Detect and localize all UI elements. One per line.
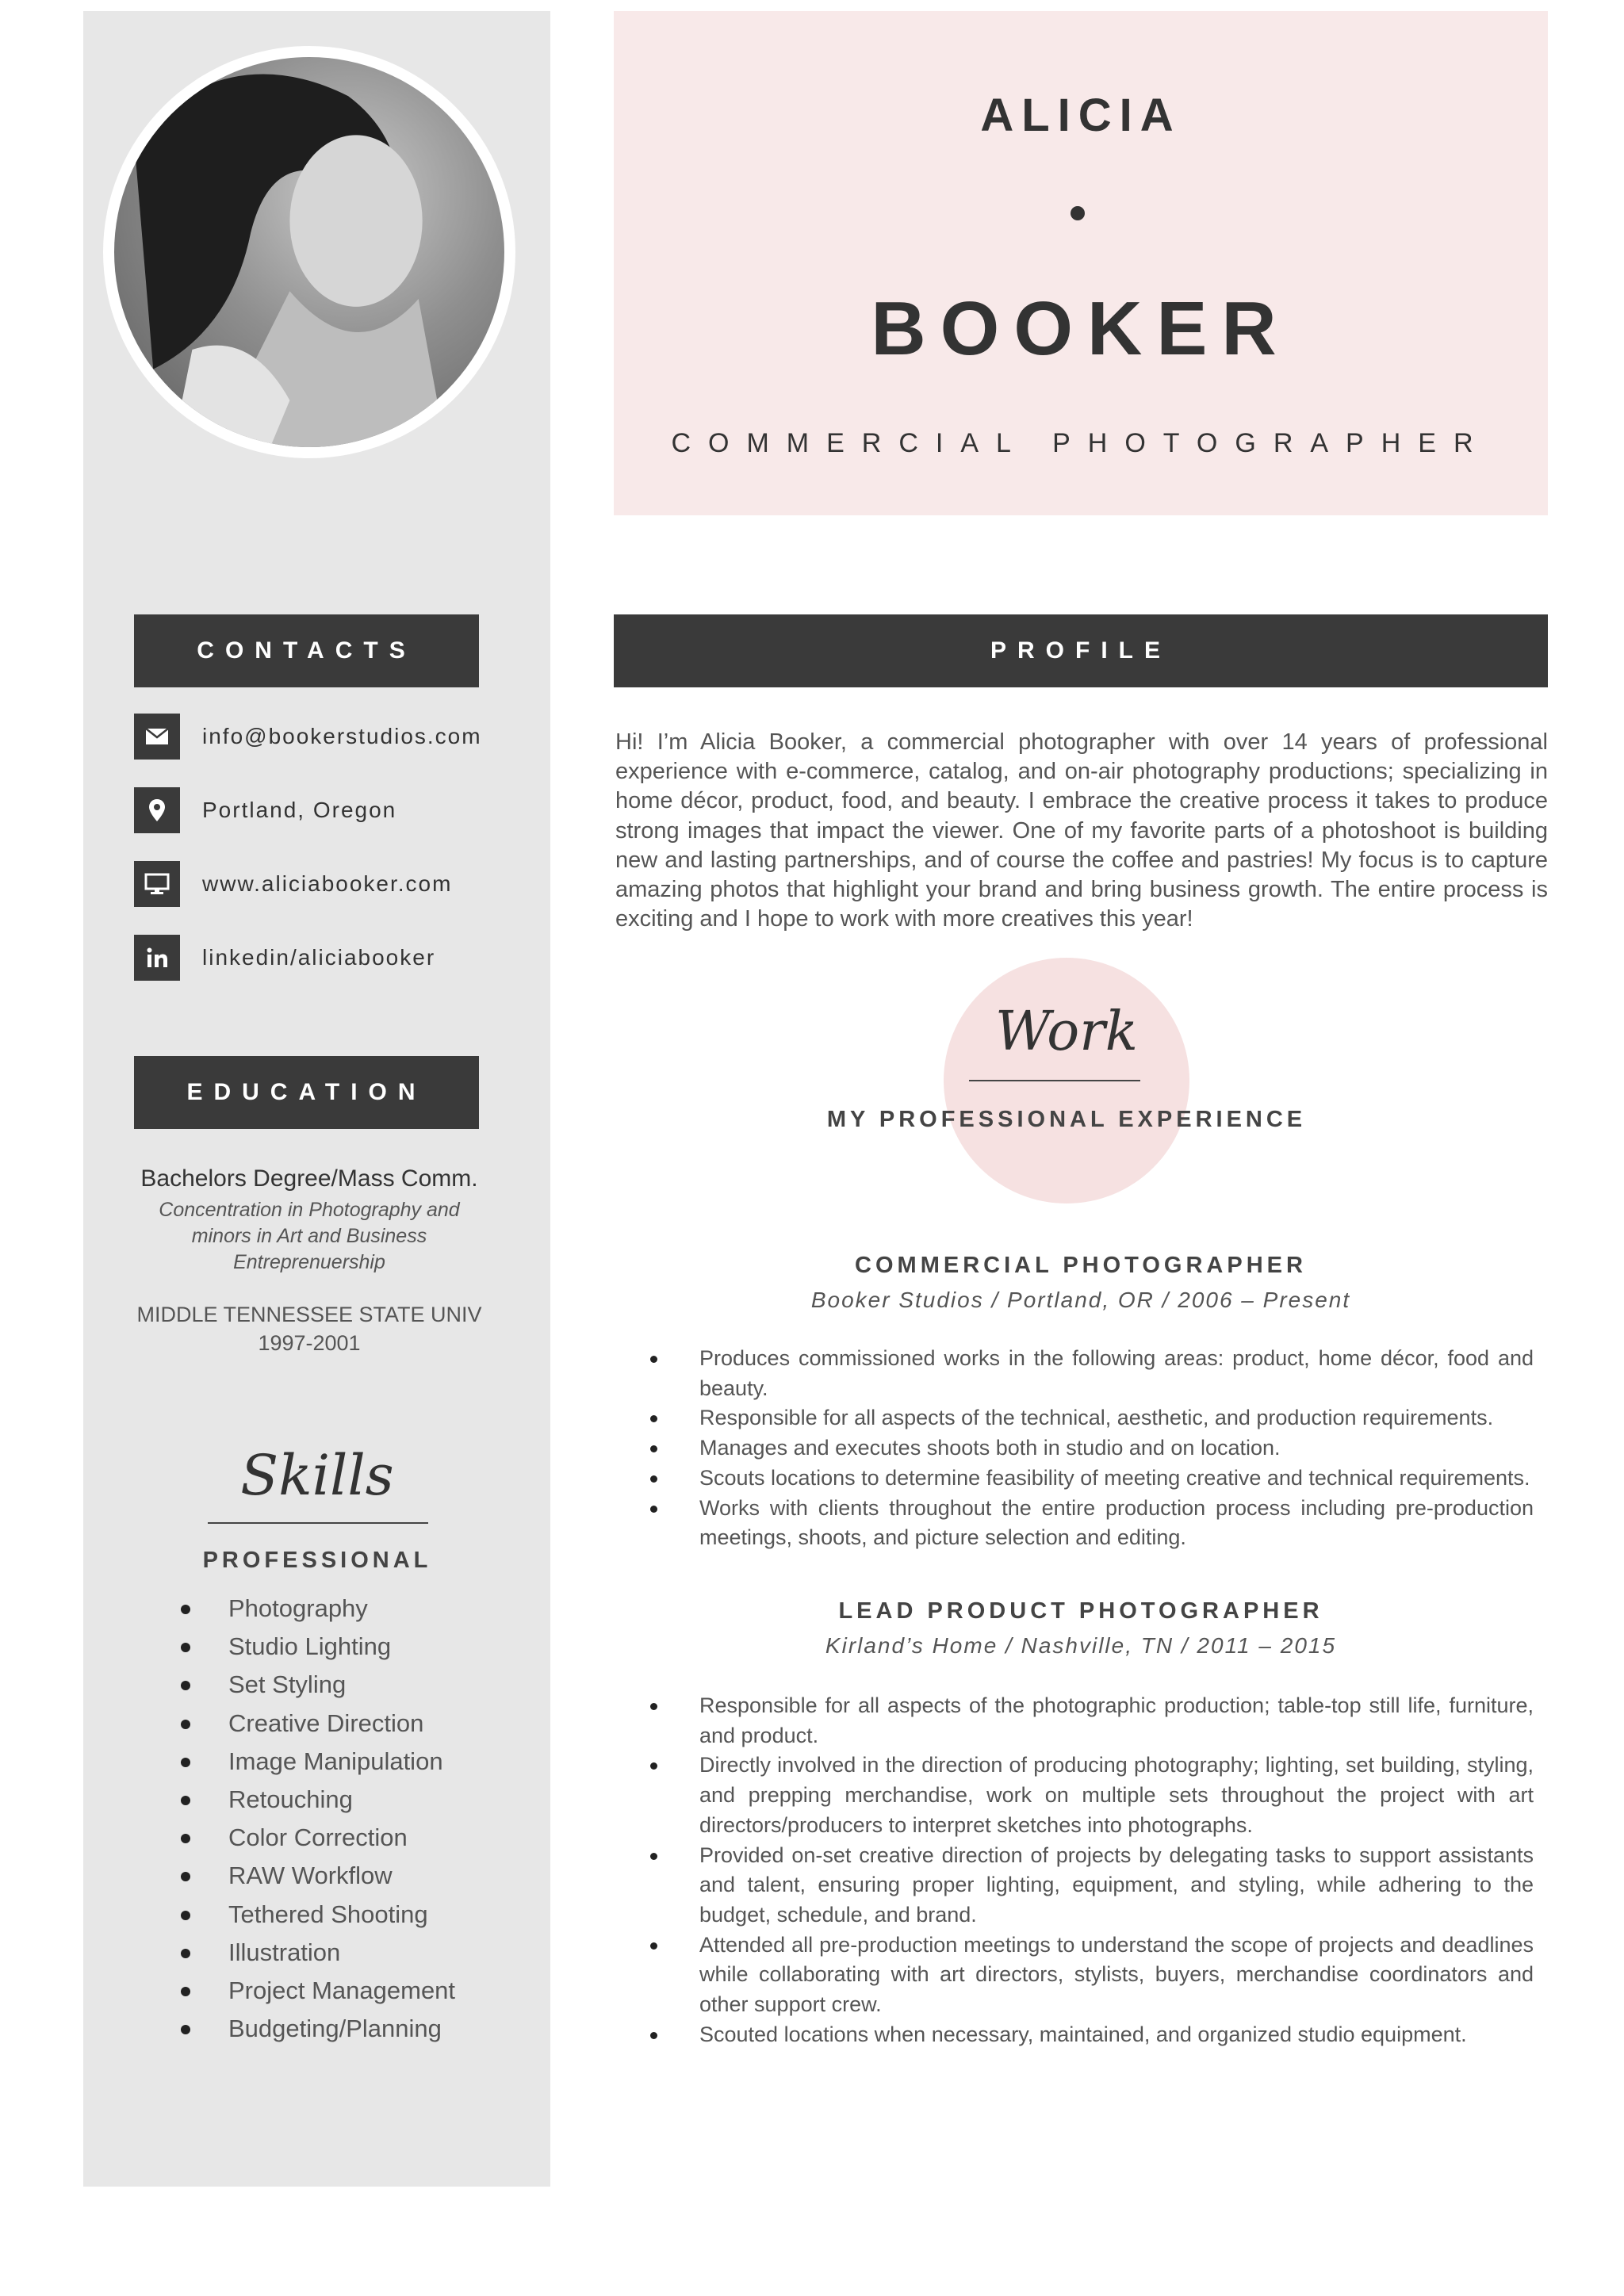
skill-item: Tethered Shooting bbox=[181, 1896, 455, 1934]
job-meta: Booker Studios / Portland, OR / 2006 – Present bbox=[810, 1288, 1351, 1312]
name-separator-dot bbox=[1071, 206, 1085, 220]
job-title-heading: COMMERCIAL PHOTOGRAPHER bbox=[855, 1253, 1307, 1278]
education-concentration: Concentration in Photography and minors in Art and Business Entreprenuership bbox=[159, 1199, 460, 1273]
skill-item: Illustration bbox=[181, 1934, 455, 1972]
education-school bbox=[95, 1300, 523, 1357]
skills-title: Skills bbox=[240, 1443, 394, 1508]
job-bullet: Attended all pre-production meetings to understand the scope of projects and deadlines while collaborating with art directors, stylists, buyers, merchandise coordinators and other support crew. bbox=[650, 1931, 1534, 2020]
first-name: ALICIA bbox=[980, 90, 1182, 141]
profile-text: Hi! I’m Alicia Booker, a commercial photographer with over 14 years of professional experience with e-commerce, catalog, and on-air photography productions; specializing in home décor, product, food, and beauty. I embrace the creative process it takes to produce strong images that impact the viewer. One of my favorite parts of a photoshoot is building new and lasting partnerships, and of course the coffee and pastries! My focus is to capture amazing photos that highlight your brand and bring business growth. The entire process is exciting and I hope to work with more creatives this year! bbox=[615, 729, 1548, 932]
profile-photo bbox=[103, 46, 515, 458]
contact-website-text[interactable]: www.aliciabooker.com bbox=[202, 871, 453, 896]
education-degree: Bachelors Degree/Mass Comm. bbox=[140, 1165, 478, 1192]
skill-item: Set Styling bbox=[181, 1666, 455, 1704]
envelope-icon bbox=[134, 714, 180, 760]
job-meta: Kirland’s Home / Nashville, TN / 2011 – 2015 bbox=[825, 1633, 1337, 1658]
skill-item: Photography bbox=[181, 1590, 455, 1628]
job-bullet: Scouted locations when necessary, maintained, and organized studio equipment. bbox=[650, 2020, 1534, 2050]
skill-item: Retouching bbox=[181, 1781, 455, 1819]
job-bullet: Directly involved in the direction of producing photography; lighting, set building, styling, and prepping merchandise, work on multiple sets throughout the project with art directors/producers to interpret sketches into photographs. bbox=[650, 1751, 1534, 1840]
job-bullet: Provided on-set creative direction of projects by delegating tasks to support assistants and talent, ensuring proper lighting, equipment, and styling, while adhering to the budget, schedule, and brand. bbox=[650, 1841, 1534, 1931]
job-bullet: Responsible for all aspects of the technical, aesthetic, and production requirements. bbox=[650, 1403, 1534, 1433]
portrait-illustration bbox=[114, 57, 504, 447]
profile-heading: PROFILE bbox=[614, 614, 1548, 687]
linkedin-icon bbox=[134, 935, 180, 981]
contact-linkedin[interactable] bbox=[134, 935, 507, 981]
education-years: 1997-2001 bbox=[258, 1331, 361, 1355]
contact-location-text: Portland, Oregon bbox=[202, 798, 397, 822]
skills-list bbox=[181, 1590, 455, 2048]
job-bullet: Produces commissioned works in the following areas: product, home décor, food and beauty. bbox=[650, 1344, 1534, 1403]
contacts-heading: CONTACTS bbox=[134, 614, 479, 687]
job-bullet-list bbox=[650, 1344, 1534, 1553]
work-title: Work bbox=[995, 1001, 1138, 1063]
monitor-icon bbox=[134, 861, 180, 907]
contact-linkedin-text[interactable]: linkedin/aliciabooker bbox=[202, 945, 436, 970]
contact-location bbox=[134, 787, 507, 833]
job-bullet-list bbox=[650, 1691, 1534, 2049]
skill-item: Image Manipulation bbox=[181, 1743, 455, 1781]
last-name: BOOKER bbox=[871, 286, 1291, 371]
skills-underline bbox=[208, 1522, 428, 1524]
contact-email[interactable] bbox=[134, 714, 507, 760]
contact-website[interactable] bbox=[134, 861, 507, 907]
map-pin-icon bbox=[134, 787, 180, 833]
job-bullet: Scouts locations to determine feasibility of meeting creative and technical requirements. bbox=[650, 1464, 1534, 1494]
job-bullet: Responsible for all aspects of the photographic production; table-top still life, furniture, and product. bbox=[650, 1691, 1534, 1751]
education-school-name: MIDDLE TENNESSEE STATE UNIV bbox=[136, 1303, 482, 1326]
job-title: COMMERCIAL PHOTOGRAPHER bbox=[671, 428, 1491, 458]
work-underline bbox=[969, 1080, 1140, 1081]
skill-item: Color Correction bbox=[181, 1819, 455, 1857]
skills-subtitle: PROFESSIONAL bbox=[202, 1548, 432, 1573]
skill-item: RAW Workflow bbox=[181, 1857, 455, 1895]
job-bullet: Works with clients throughout the entire production process including pre-production meetings, shoots, and picture selection and editing. bbox=[650, 1494, 1534, 1553]
skill-item: Studio Lighting bbox=[181, 1628, 455, 1666]
job-title-heading: LEAD PRODUCT PHOTOGRAPHER bbox=[838, 1598, 1323, 1624]
contact-email-text[interactable]: info@bookerstudios.com bbox=[202, 724, 482, 748]
education-heading: EDUCATION bbox=[134, 1056, 479, 1129]
portrait-image bbox=[114, 57, 504, 447]
skill-item: Project Management bbox=[181, 1972, 455, 2010]
work-subtitle: MY PROFESSIONAL EXPERIENCE bbox=[826, 1107, 1307, 1132]
job-bullet: Manages and executes shoots both in studio and on location. bbox=[650, 1433, 1534, 1464]
skill-item: Creative Direction bbox=[181, 1705, 455, 1743]
skill-item: Budgeting/Planning bbox=[181, 2010, 455, 2048]
